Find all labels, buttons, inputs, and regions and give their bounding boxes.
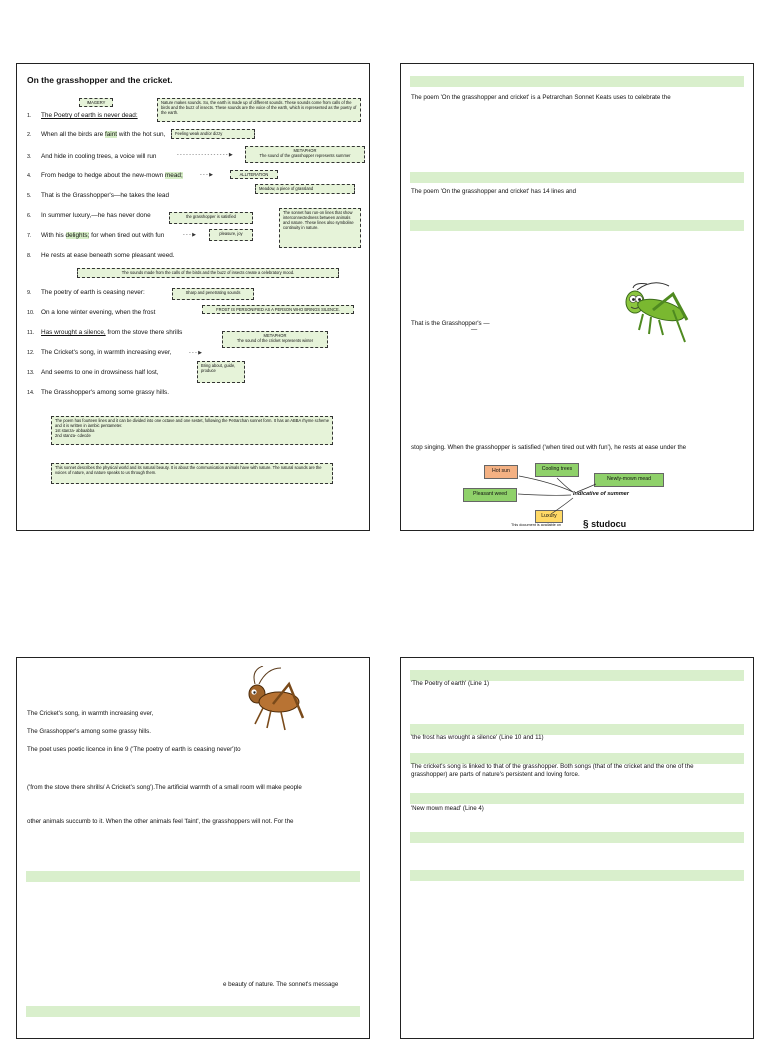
luxury-tag: Luxury: [535, 510, 563, 523]
metaphor-summer-note: METAPHOR The sound of the grasshopper represents summer: [245, 146, 365, 163]
highlight-bar: [26, 1006, 360, 1017]
paragraph-text: 'New mown mead' (Line 4): [411, 805, 484, 812]
analysis-page-4: [400, 657, 754, 1039]
alliteration-note: ALLITERATION: [230, 170, 278, 179]
bring-about-note: Bring about, guide, produce: [197, 361, 245, 383]
celebratory-mood-note: The sounds made from the calls of the birds and the buzz of insects create a celebratory mood.: [77, 268, 339, 278]
arrow: - - - ▶: [183, 232, 197, 238]
footer-note: This document is available on: [511, 523, 562, 527]
poem-line-7: 7. With his delights; for when tired out with fun: [27, 232, 165, 239]
paragraph-text: other animals succumb to it. When the other animals feel 'faint', the grasshoppers will not. For the: [27, 818, 294, 825]
analysis-page-3: [16, 657, 370, 1039]
sharp-sounds-note: Sharp and penetrating sounds: [172, 288, 254, 300]
poem-line-10: 10. On a lone winter evening, when the frost: [27, 309, 156, 316]
paragraph-text: The poet uses poetic licence in line 9 ('The poetry of earth is ceasing never')to: [27, 746, 241, 753]
highlight-bar: [410, 793, 744, 804]
diagram-arrows: [501, 464, 611, 524]
poem-line-1: 1. The Poetry of earth is never dead:: [27, 112, 138, 119]
poem-line-11: 11. Has wrought a silence, from the stove there shrills: [27, 329, 183, 336]
paragraph-text: ('from the stove there shrills/ A Cricket's song').The artificial warmth of a small room will make people: [27, 784, 302, 791]
poem-line-13: 13. And seems to one in drowsiness half lost,: [27, 369, 159, 376]
poem-title: On the grasshopper and the cricket.: [27, 75, 173, 85]
poem-line-12: 12. The Cricket's song, in warmth increasing ever,: [27, 349, 172, 356]
studocu-s-icon: §: [583, 519, 589, 530]
highlight-bar: [410, 76, 744, 87]
poem-line-6: 6. In summer luxury,—he has never done: [27, 212, 151, 219]
highlight-bar: [410, 172, 744, 183]
pleasure-note: pleasure, joy: [209, 229, 253, 241]
paragraph-text: The cricket's song is linked to that of the grasshopper. Both songs (that of the cricket and the one of the grasshopper) are parts of nature's persistent and loving force.: [411, 763, 694, 778]
frost-personified-note: FROST IS PERSONIFIED AS A PERSON WHO BRINGS SILENCE.: [202, 305, 354, 314]
paragraph-text: —: [471, 326, 478, 333]
paragraph-text: 'the frost has wrought a silence' (Line 10 and 11): [411, 734, 544, 741]
paragraph-text: That is the Grasshopper's —: [411, 320, 490, 327]
poem-line-5: 5. That is the Grasshopper's—he takes the lead: [27, 192, 170, 199]
poem-line-4: 4. From hedge to hedge about the new-mown mead;: [27, 172, 183, 179]
run-on-note: The sonnet has run-on lines that show interconnectedness between animals and nature. These lines also symbolise continuity in nature.: [279, 208, 361, 248]
paragraph-text: stop singing. When the grasshopper is satisfied ('when tired out with fun'), he rests at ease under the: [411, 444, 687, 451]
faint-note: Feeling weak and/or dizzy: [171, 129, 255, 139]
grasshopper-illustration: [613, 280, 695, 350]
highlight-bar: [410, 870, 744, 881]
hot-sun-tag: Hot sun: [484, 465, 518, 479]
poem-line-2: 2. When all the birds are faint with the hot sun,: [27, 131, 166, 138]
poem-line-14: 14. The Grasshopper's among some grassy hills.: [27, 389, 170, 396]
arrow: - - - - - - - - - - - - - - - - - ▶: [177, 152, 233, 158]
highlight-bar: [410, 220, 744, 231]
theme-note: This sonnet describes the physical world and its natural beauty. It is about the communication animals have with nature. The natural sounds are the voices of nature, and nature speaks to us through them.: [51, 463, 333, 484]
pleasant-weed-tag: Pleasant weed: [463, 488, 517, 502]
poem-line-3: 3. And hide in cooling trees, a voice will run: [27, 153, 157, 160]
cricket-illustration: [233, 666, 309, 734]
arrow: - - - ▶: [200, 172, 214, 178]
cooling-trees-tag: Cooling trees: [535, 463, 579, 477]
indicative-of-summer-label: Indicative of summer: [573, 491, 629, 497]
satisfied-note: the grasshopper is satisfied: [169, 212, 253, 224]
paragraph-text: The poem 'On the grasshopper and cricket' is a Petrarchan Sonnet Keats uses to celebrate the: [411, 94, 671, 101]
paragraph-text: The Cricket's song, in warmth increasing ever,: [27, 710, 154, 717]
highlight-bar: [410, 832, 744, 843]
studocu-logo: § studocu: [583, 519, 627, 530]
imagery-note: IMAGERY: [79, 98, 113, 107]
highlight-bar: [26, 871, 360, 882]
meadow-note: Meadow, a piece of grassland: [255, 184, 355, 194]
paragraph-text: The Grasshopper's among some grassy hills.: [27, 728, 151, 735]
paragraph-text: 'The Poetry of earth' (Line 1): [411, 680, 490, 687]
paragraph-text: The poem 'On the grasshopper and cricket' has 14 lines and: [411, 188, 577, 195]
poem-line-8: 8. He rests at ease beneath some pleasant weed.: [27, 252, 175, 259]
nature-note: Nature makes sounds. So, the earth is made up of different sounds. These sounds come from calls of the birds and the buzz of insects. These sounds are the voice of the earth, which is represented as the poetry of the earth.: [157, 98, 361, 122]
paragraph-text: e beauty of nature. The sonnet's message: [223, 981, 339, 988]
metaphor-winter-note: METAPHOR The sound of the cricket represents winter: [222, 331, 328, 348]
structure-note: The poem has fourteen lines and it can be divided into one octave and one sestet, following the Petrarchan sonnet form. It has an ABBA rhyme scheme and it is written in iambic pentameter. 1st stanza- abbaabba 2nd stanza- cdecde: [51, 416, 333, 445]
newly-mown-mead-tag: Newly-mown mead: [594, 473, 664, 487]
analysis-page-2: [400, 63, 754, 531]
poem-line-9: 9. The poetry of earth is ceasing never:: [27, 289, 145, 296]
arrow: - - - ▶: [189, 350, 203, 356]
annotated-poem-page: [16, 63, 370, 531]
